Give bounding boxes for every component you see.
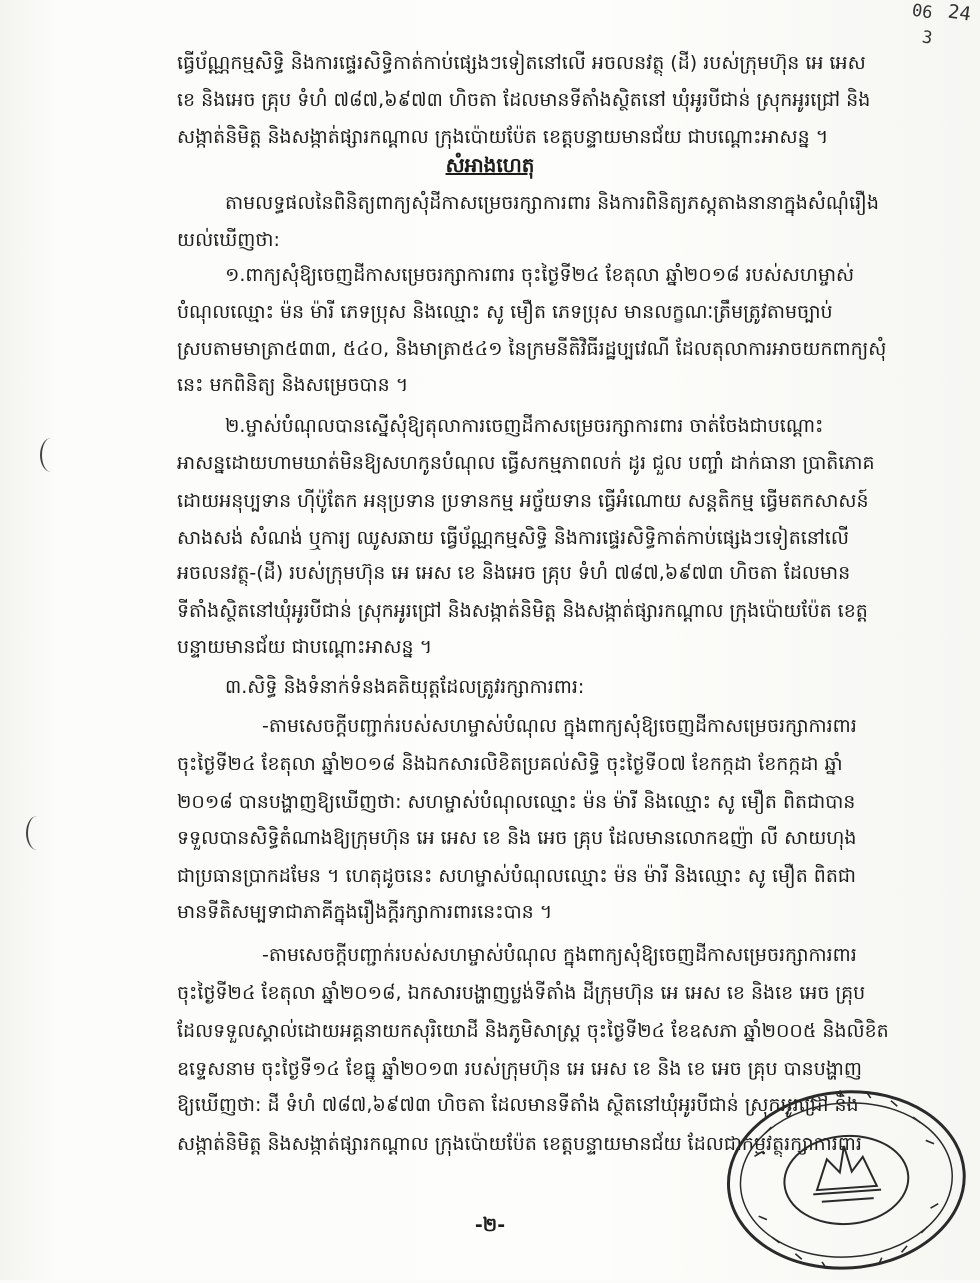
body-line: ទទួលបានសិទ្ធិតំណាងឱ្យក្រុមហ៊ុន អេ អេស ខេ និង អេច គ្រុប ដែលមានលោកឧញ៉ា លី សាយហុង xyxy=(177,827,857,849)
handwritten-note-3: 24 xyxy=(946,0,973,26)
body-line: ៣.សិទ្ធិ និងទំនាក់ទំនងគតិយុត្តដែលត្រូវរក្សាការពារ: xyxy=(225,676,585,698)
body-line: ២០១៨ បានបង្ហាញឱ្យឃើញថា: សហម្ចាស់បំណុលឈ្មោះ ម៉ន ម៉ារី និងឈ្មោះ សូ មឿត ពិតជាបាន xyxy=(177,791,856,813)
body-line: ជាប្រធានប្រាកដមែន ។ ហេតុដូចនេះ សហម្ចាស់បំណុលឈ្មោះ ម៉ន ម៉ារី និងឈ្មោះ សូ មឿត ពិតជា xyxy=(177,865,856,887)
body-line: ដោយអនុប្បទាន ហ៊ីប៉ូតែក អនុប្រទាន ប្រទានកម្ម អច្ច័យទាន ធ្វើអំណោយ សន្តតិកម្ម ធ្វើមតកសាសន៍ xyxy=(177,490,869,512)
body-line: នេះ មកពិនិត្យ និងសម្រេចបាន ។ xyxy=(177,374,409,396)
body-line: ខេ និងអេច គ្រុប ទំហំ ៧៨៧,៦៩៧៣ ហិចតា ដែលមានទីតាំងស្ថិតនៅ ឃុំអូរបីជាន់ ស្រុកអូរជ្រៅ និង xyxy=(177,89,871,111)
punch-hole-mark xyxy=(26,816,48,850)
body-line: អចលនវត្ថុ-(ដី) របស់ក្រុមហ៊ុន អេ អេស ខេ និងអេច គ្រុប ទំហំ ៧៨៧,៦៩៧៣ ហិចតា ដែលមាន xyxy=(177,562,851,584)
official-seal-stamp xyxy=(710,1071,980,1279)
body-line: ទីតាំងស្ថិតនៅឃុំអូរបីជាន់ ស្រុកអូរជ្រៅ និងសង្កាត់និមិត្ត និងសង្កាត់ផ្សារកណ្តាល ក្រុងប៉ោយប៉ែត ខេត្ត xyxy=(177,600,868,622)
body-line: តាមលទ្ធផលនៃពិនិត្យពាក្យសុំដីកាសម្រេចរក្សាការពារ និងការពិនិត្យភស្តុតាងនានាក្នុងសំណុំរឿង xyxy=(225,192,879,214)
body-line: សាងសង់ សំណង់ ឬការ្យ ឈូសឆាយ ធ្វើប័ណ្ណកម្មសិទ្ធិ និងការផ្ទេរសិទ្ធិកាត់កាប់ផ្សេងៗទៀតនៅលើ xyxy=(177,527,850,549)
body-line: ឧទ្ទេសនាម ចុះថ្ងៃទី១៤ ខែធ្នូ ឆ្នាំ២០១៣ របស់ក្រុមហ៊ុន អេ អេស ខេ និង ខេ អេច គ្រុប បានបង្ហាញ xyxy=(177,1058,862,1080)
page-number: -២- xyxy=(474,1214,506,1236)
body-line: -តាមសេចក្តីបញ្ជាក់របស់សហម្ចាស់បំណុល ក្នុងពាក្យសុំឱ្យចេញដីកាសម្រេចរក្សាការពារ xyxy=(262,944,857,966)
body-line: -តាមសេចក្តីបញ្ជាក់របស់សហម្ចាស់បំណុល ក្នុងពាក្យសុំឱ្យចេញដីកាសម្រេចរក្សាការពារ xyxy=(262,715,857,737)
punch-hole-mark xyxy=(40,438,62,472)
body-line: ស្របតាមមាត្រា៥៣៣, ៥៤០, និងមាត្រា៥៤១ នៃក្រមនីតិវិធីរដ្ឋប្បវេណី ដែលតុលាការអាចយកពាក្យសុំ xyxy=(177,338,887,360)
body-line: ២.ម្ចាស់បំណុលបានស្នើសុំឱ្យតុលាការចេញដីកាសម្រេចរក្សាការពារ ចាត់ចែងជាបណ្តោះ xyxy=(225,415,824,437)
body-line: បំណុលឈ្មោះ ម៉ន ម៉ារី ភេទប្រុស និងឈ្មោះ សូ មឿត ភេទប្រុស មានលក្ខណៈត្រឹមត្រូវតាមច្បាប់ xyxy=(177,301,833,323)
body-line: ដែលទទួលស្គាល់ដោយអគ្គនាយកសុរិយោដី និងភូមិសាស្ត្រ ចុះថ្ងៃទី២៤ ខែឧសភា ឆ្នាំ២០០៥ និងលិខិត xyxy=(177,1020,889,1042)
handwritten-note-1: 06 xyxy=(910,0,934,24)
body-line: សង្កាត់និមិត្ត និងសង្កាត់ផ្សារកណ្តាល ក្រុងប៉ោយប៉ែត ខេត្តបន្ទាយមានជ័យ ជាបណ្តោះអាសន្ន ។ xyxy=(177,126,829,148)
body-line: អាសន្នដោយហាមឃាត់មិនឱ្យសហកូនបំណុល ធ្វើសកម្មភាពលក់ ដូរ ជួល បញ្ចាំ ដាក់ធានា ប្រាតិភោគ xyxy=(177,452,875,474)
section-heading: សំអាងហេតុ xyxy=(445,153,535,177)
handwritten-note-2: 3 xyxy=(920,27,934,49)
body-line: ចុះថ្ងៃទី២៤ ខែតុលា ឆ្នាំ២០១៨ និងឯកសារលិខិតប្រគល់សិទ្ធិ ចុះថ្ងៃទី០៧ ខែកក្កដា ខែកក្កដា ឆ្នាំ xyxy=(177,753,843,775)
body-line: យល់ឃើញថា: xyxy=(177,229,280,251)
body-line: ចុះថ្ងៃទី២៤ ខែតុលា ឆ្នាំ២០១៨, ឯកសារបង្ហាញប្លង់ទីតាំង ដីក្រុមហ៊ុន អេ អេស ខេ និងខេ អេច គ្រុប xyxy=(177,982,866,1004)
body-line: សង្កាត់និមិត្ត និងសង្កាត់ផ្សារកណ្តាល ក្រុងប៉ោយប៉ែត ខេត្តបន្ទាយមានជ័យ ដែលជាកម្មវត្ថុរក្សាការពារ xyxy=(177,1133,862,1155)
body-line: ១.ពាក្យសុំឱ្យចេញដីកាសម្រេចរក្សាការពារ ចុះថ្ងៃទី២៤ ខែតុលា ឆ្នាំ២០១៨ របស់សហម្ចាស់ xyxy=(225,264,855,286)
body-line: ធ្វើប័ណ្ណកម្មសិទ្ធិ និងការផ្ទេរសិទ្ធិកាត់កាប់ផ្សេងៗទៀតនៅលើ អចលនវត្ថុ (ដី) របស់ក្រុមហ៊ុន អេ អេស xyxy=(177,52,866,74)
body-line: ឱ្យឃើញថា: ដី ទំហំ ៧៨៧,៦៩៧៣ ហិចតា ដែលមានទីតាំង ស្ថិតនៅឃុំអូរបីជាន់ ស្រុកអូរជ្រៅ និង xyxy=(177,1094,859,1116)
body-line: បន្ទាយមានជ័យ ជាបណ្តោះអាសន្ន ។ xyxy=(177,636,433,658)
body-line: មានទីតិសម្បទាជាភាគីក្នុងរឿងក្តីរក្សាការពារនេះបាន ។ xyxy=(177,901,553,923)
